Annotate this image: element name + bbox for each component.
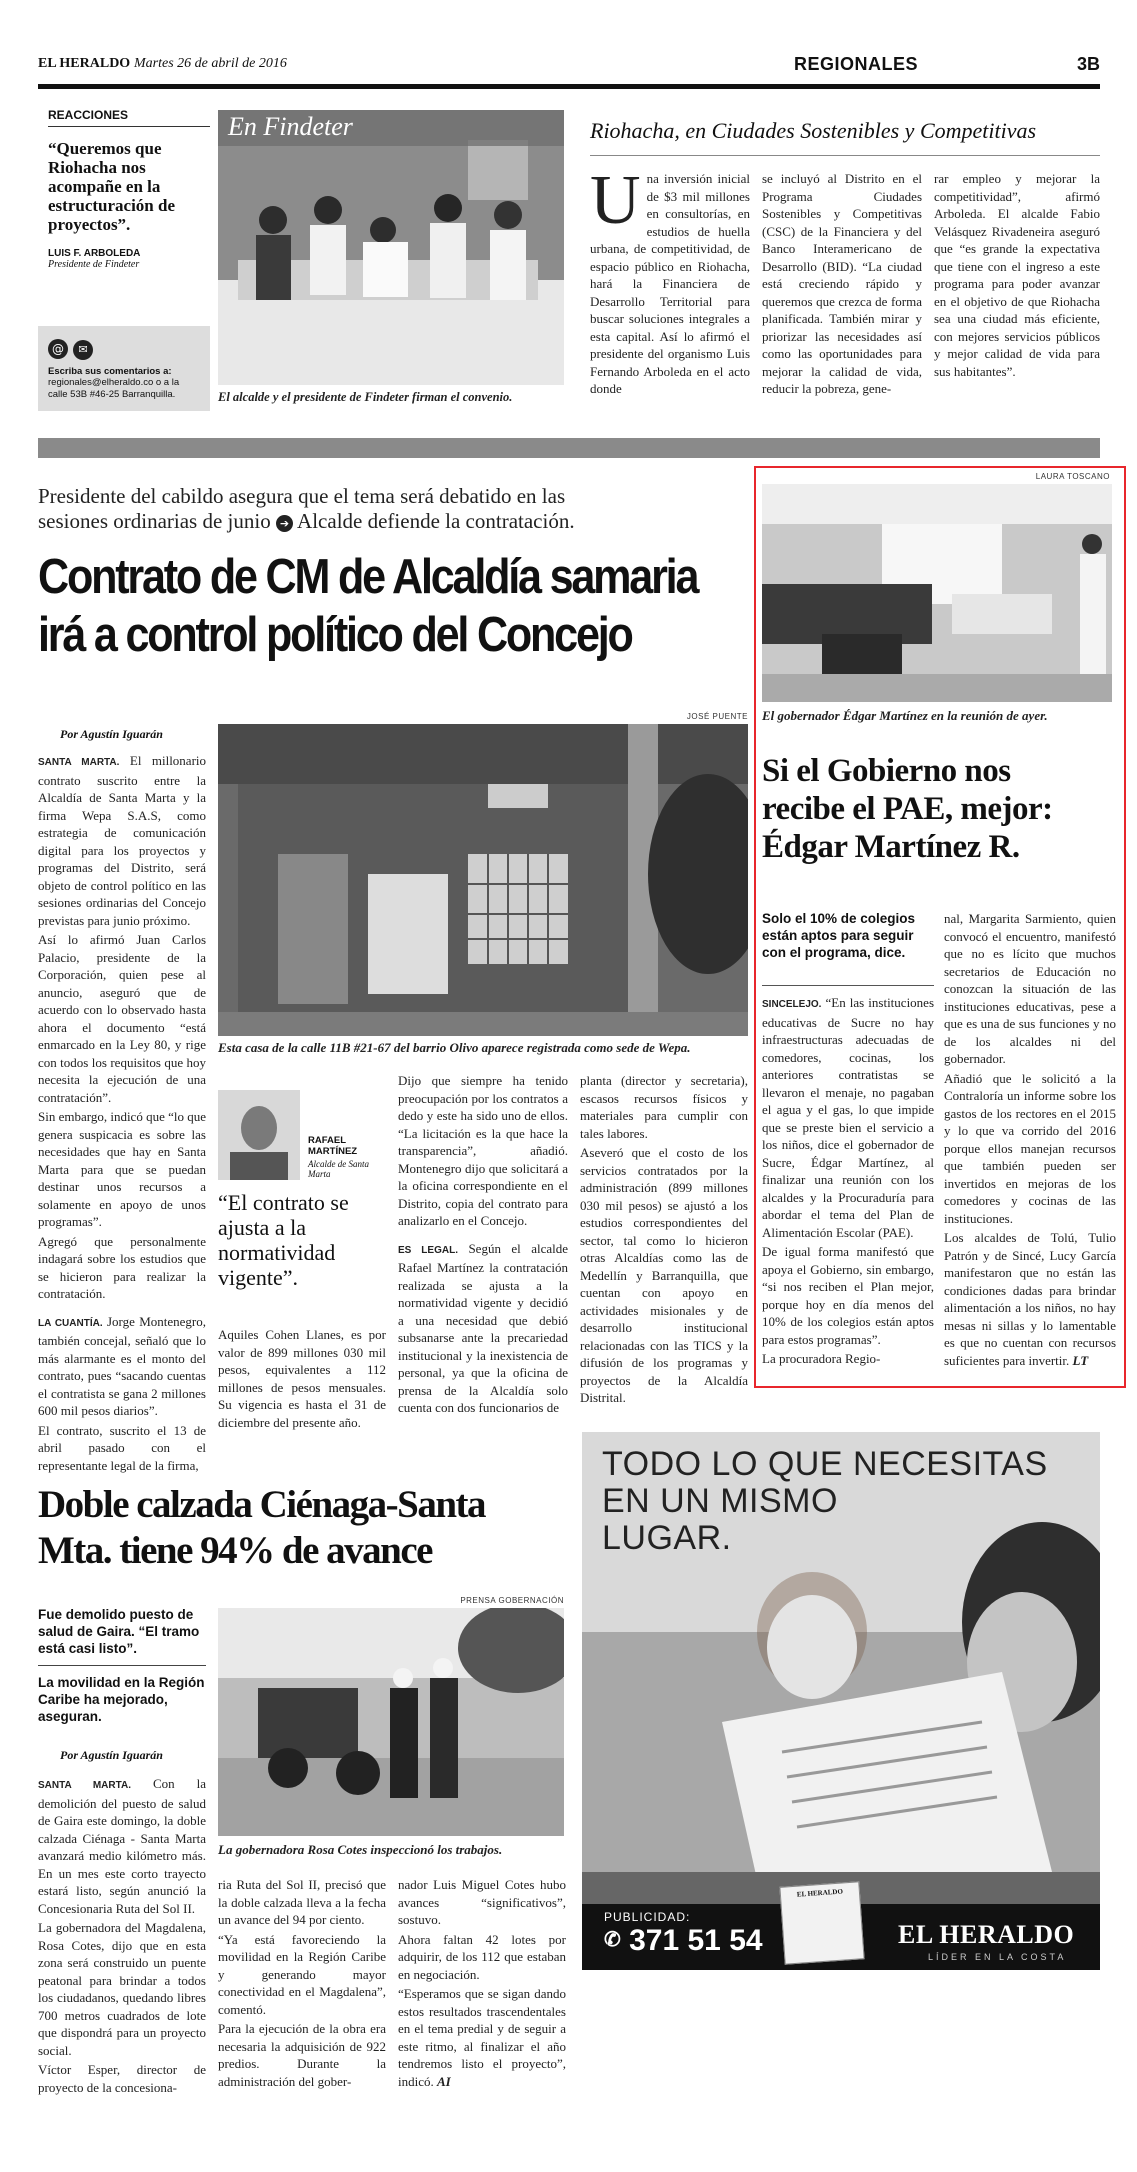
pae-deck: Solo el 10% de colegios están aptos para seguir con el programa, dice. — [762, 911, 916, 960]
ad-brand: EL HERALDO — [898, 1920, 1075, 1949]
doble-deck1: Fue demolido puesto de salud de Gaira. “El tramo está casi listo”. — [38, 1606, 206, 1666]
advertisement — [582, 1432, 1100, 1970]
pae-col2-p1: nal, Margarita Sarmiento, quien convocó el encuentro, manifestó que no es lícito que muchos secretarios de Educación no conozcan la situación de las instituciones educativas, pese a que es una de sus funciones y no de los alcaldes ni del gobernador. — [944, 911, 1116, 1066]
comment-text: regionales@elheraldo.co o a la calle 53B #46-25 Barranquilla. — [48, 377, 180, 400]
pae-dateline: SINCELEJO. — [762, 999, 822, 1010]
doble-col1-p3: Víctor Esper, director de proyecto de la concesiona- — [38, 2062, 206, 2095]
contrato-col4-p2: Aseveró que el costo de los servicios contratados por la administración (899 millones 030 mil pesos) se ajustó a los estudios correspondientes del sector, tal como lo hicieron otras Alcaldías como las de Medellín y Barranquilla, que cuentan con apoyo en actividades misionales y de desarrollo institucional relacionadas con las TICS y la difusión de los programas y proyectos de la Alcaldía Distrital. — [580, 1145, 748, 1405]
doble-col2 — [218, 1876, 386, 2092]
doble-col3-p2: Ahora faltan 42 lotes por adquirir, de los 112 que estaban en negociación. — [398, 1931, 566, 1982]
comment-box — [38, 326, 210, 411]
findeter-col2: se incluyó al Distrito en el Programa Ciudades Sostenibles y Competitivas (CSC) de la Financiera y del Banco Interamericano de Desarrollo (BID). “La ciudad está creciendo rápido y queremos que crezca de forma planificada. También mirar y priorizar las necesidades así como las oportunidades para mejorar la calidad de vida, reducir la pobreza, gene- — [762, 171, 922, 396]
doble-dateline: SANTA MARTA. — [38, 1780, 131, 1791]
meeting-caption: El gobernador Édgar Martínez en la reunión de ayer. — [762, 708, 1048, 723]
doble-col1-p2: La gobernadora del Magdalena, Rosa Cotes, dijo que en esta zona será construido un puente peatonal para brindar a todos los ciudadanos, quedando libres 700 metros cuadrados de lote que dispondrá para un proyecto social. — [38, 1920, 206, 2058]
doble-col3-p1: nador Luis Miguel Cotes hubo avances “significativos”, sostuvo. — [398, 1877, 566, 1927]
contrato-col1-p6: El contrato, suscrito el 13 de abril pasado con el representante legal de la firma, — [38, 1422, 206, 1473]
doble-byline: Por Agustín Iguarán — [60, 1748, 163, 1762]
wepa-house-graphic — [218, 724, 748, 1036]
issue-date: Martes 26 de abril de 2016 — [134, 56, 287, 71]
doble-signoff: AI — [437, 2073, 451, 2089]
ad-tagline: LÍDER EN LA COSTA — [928, 1952, 1067, 1962]
quote-author: LUIS F. ARBOLEDA — [48, 248, 141, 259]
photo-overlay-title: En Findeter — [218, 110, 564, 146]
contrato-col1-p5: Jorge Montenegro, también concejal, señaló que lo más alarmante es el monto del contrato, pues “sacando cuentas el contratista se gana 2 millones 600 mil pesos diarios”. — [38, 1313, 207, 1418]
contrato-col2: Aquiles Cohen Llanes, es por valor de 899 millones 030 mil pesos, equivalentes a 112 millones de pesos mensuales. Su vigencia es hasta el 31 de diciembre del presente año. — [218, 1327, 386, 1430]
envelope-icon: ✉ — [73, 340, 93, 360]
person-name: RAFAEL MARTÍNEZ — [308, 1135, 358, 1157]
contrato-col1 — [38, 752, 206, 1476]
findeter-col3: rar empleo y mejorar la competitividad”, afirmó Arboleda. El alcalde Fabio Velásquez Rivadeneira aseguró que “es grande la expectativa que tiene con el ingreso a este programa para poder avanzar en el objetivo de que Riohacha sea una ciudad más eficiente, con mejores servicios públicos y mejor calidad de vida para sus habitantes”. — [934, 171, 1100, 379]
reacciones-quote: “Queremos que Riohacha nos acompañe en la estructuración de proyectos”. — [48, 139, 176, 234]
findeter-title: Riohacha, en Ciudades Sostenibles y Competitivas — [590, 118, 1037, 143]
findeter-caption: El alcalde y el presidente de Findeter firman el convenio. — [218, 390, 513, 404]
portrait-graphic — [218, 1090, 300, 1180]
contrato-kicker — [38, 484, 748, 534]
paper-name: EL HERALDO — [38, 56, 131, 71]
pae-headline-line2: recibe el PAE, mejor: — [762, 791, 1053, 827]
findeter-col1-text: na inversión inicial de $3 mil millones en consultorías, en estudios de huella urbana, de competitividad, de espacio público en Riohacha, hará la Financiera de Desarrollo Territorial para buscar soluciones integrales a esta capital. Así lo afirmó el presidente del organismo Luis Fernando Arboleda en el acto donde — [590, 171, 750, 396]
contrato-col3-p1: Dijo que siempre ha tenido preocupación por los contratos a dedo y este ha sido uno de ellos. “La licitación es la que hace la transparencia”, añadió. Montenegro dijo que solicitará a la oficina correspondiente en el Distrito, copia del contrato para analizarlo en el Concejo. — [398, 1073, 568, 1228]
kicker-line2: sesiones ordinarias de junio — [38, 509, 271, 533]
section-separator — [38, 438, 1100, 458]
person-role: Alcalde de Santa Marta — [308, 1159, 369, 1179]
page-header — [38, 52, 1100, 82]
doble-photo-credit: PRENSA GOBERNACIÓN — [460, 1596, 564, 1605]
contrato-col1-p2: Así lo afirmó Juan Carlos Palacio, presidente de la Corporación, quien pese al anuncio, aseguró que de acuerdo con lo observado hasta ahora el documento “está enmarcado en la Ley 80, y rige con todos los requisitos que hoy necesita la ejecución de una contratación”. — [38, 932, 206, 1105]
doble-col2-p2: “Ya está favoreciendo la movilidad en la Región Caribe y generando mayor conectividad en el Magdalena”, comentó. — [218, 1931, 386, 2017]
pae-signoff: LT — [1072, 1352, 1089, 1368]
doble-col1 — [38, 1775, 206, 2098]
pae-col2-p2: Añadió que le solicitó a la Contraloría un informe sobre los gastos de los rectores en el 2015 y lo que va corrido del 2016 porque ellos manejan recursos que también pueden ser invertidos en mejoras de los comedores y cocinas de las instituciones. — [944, 1070, 1116, 1226]
newspaper-thumbnail-mast: EL HERALDO — [796, 1887, 844, 1899]
drop-cap: U — [590, 162, 641, 239]
ad-slogan — [602, 1446, 1048, 1557]
contrato-col4-p1: planta (director y secretaria), escasos recursos físicos y materiales para cumplir con tales labores. — [580, 1073, 748, 1141]
pae-headline — [762, 752, 1122, 866]
contrato-byline: Por Agustín Iguarán — [60, 727, 163, 741]
contrato-photo-credit: JOSÉ PUENTE — [686, 712, 748, 721]
findeter-col1 — [590, 162, 750, 398]
header-rule — [38, 84, 1100, 89]
ad-publicidad-label: PUBLICIDAD: — [604, 1910, 691, 1924]
kicker-line1: Presidente del cabildo asegura que el tema será debatido en las — [38, 484, 566, 508]
pae-headline-line3: Édgar Martínez R. — [762, 829, 1020, 865]
findeter-photo-graphic — [218, 110, 564, 385]
doble-col2-p3: Para la ejecución de la obra era necesaria la adquisición de 922 predios. Durante la administración del gober- — [218, 2021, 386, 2089]
construction-photo — [218, 1608, 564, 1836]
doble-col3-p3: “Esperamos que se sigan dando estos resultados trascendentales en el tema predial y de seguir a este ritmo, al finalizar el año tendremos listo el proyecto”, indicó. — [398, 1986, 566, 2089]
newspaper-thumbnail — [779, 1881, 864, 1964]
pae-col1 — [762, 994, 934, 1370]
contrato-col3 — [398, 1072, 568, 1419]
headline-line2: irá a control político del Concejo — [38, 608, 632, 662]
ad-phone: 371 51 54 — [629, 1924, 763, 1957]
doble-headline — [38, 1482, 618, 1574]
doble-col3 — [398, 1876, 566, 2092]
contrato-col1-p3: Sin embargo, indicó que “lo que genera suspicacia es sobre las necesidades que hay en Santa Marta para que se puedan destinar unos recursos a solamente en apoyo de unos programas”. — [38, 1109, 207, 1229]
headline-line1: Contrato de CM de Alcaldía samaria — [38, 550, 698, 604]
doble-headline-line2: Mta. tiene 94% de avance — [38, 1529, 432, 1572]
meeting-graphic — [762, 484, 1112, 702]
doble-col2-p1: ria Ruta del Sol II, precisó que la doble calzada lleva a la fecha un avance del 94 por ciento. — [218, 1877, 386, 1927]
doble-deck — [38, 1606, 206, 1725]
reacciones-label: REACCIONES — [48, 108, 210, 127]
doble-deck2: La movilidad en la Región Caribe ha mejorado, aseguran. — [38, 1675, 205, 1724]
pae-col2 — [944, 910, 1116, 1371]
ad-line1: TODO LO QUE NECESITAS — [602, 1445, 1048, 1483]
findeter-title-rule — [590, 155, 1100, 156]
ad-line2: EN UN MISMO — [602, 1482, 838, 1520]
pae-headline-line1: Si el Gobierno nos — [762, 753, 1011, 789]
page-number: 3B — [1076, 54, 1100, 74]
wepa-caption: Esta casa de la calle 11B #21-67 del barrio Olivo aparece registrada como sede de Wepa. — [218, 1040, 691, 1055]
contrato-col4 — [580, 1072, 748, 1409]
pae-deck-rule — [762, 985, 934, 986]
doble-col1-p1: Con la demolición del puesto de salud de Gaira este domingo, la doble calzada Ciénaga - Santa Marta avanzará medio kilómetro más. En un mes este corto trayecto estará listo, según anunció la Concesionaria Ruta del Sol II. — [38, 1776, 207, 1916]
contrato-col1-p1: El millonario contrato suscrito entre la Alcaldía de Santa Marta y la firma Wepa S.A.S, como estrategia de comunicación digital para los proyectos y programas del Distrito, será objeto de control político en las sesiones ordinarias del Concejo previstas para junio próximo. — [38, 753, 207, 928]
contrato-col3-p2: Según el alcalde Rafael Martínez la contratación realizada se ajusta a la normatividad vigente y decidió a una necesidad que debió subsanarse ante la precariedad institucional y la inexistencia de personal, ya que la oficina de prensa de la Alcaldía solo cuenta con dos funcionarios de — [398, 1240, 569, 1415]
pae-col1-p2: De igual forma manifestó que apoya el Gobierno, sin embargo, “si nos reciben el Plan mejor, porque hoy en día menos del 10% de los colegios están aptos para estos programas”. — [762, 1244, 934, 1347]
subhead-es-legal: ES LEGAL. — [398, 1244, 458, 1256]
contrato-col1-p4: Agregó que personalmente indagará sobre los estudios que se hicieron para realizar la contratación. — [38, 1233, 206, 1301]
findeter-photo — [218, 110, 564, 385]
pae-col1-p3: La procuradora Regio- — [762, 1351, 881, 1366]
dateline: SANTA MARTA. — [38, 757, 120, 768]
subhead-cuantia: LA CUANTÍA. — [38, 1317, 103, 1329]
quote-author-role: Presidente de Findeter — [48, 259, 140, 270]
pull-quote: “El contrato se ajusta a la normatividad vigente”. — [218, 1190, 349, 1290]
meeting-photo — [762, 484, 1112, 702]
wepa-house-photo — [218, 724, 748, 1036]
ad-phone-row — [604, 1924, 763, 1958]
contrato-headline — [38, 548, 698, 664]
pae-col1-p1: “En las instituciones educativas de Sucre no hay infraestructuras adecuadas de comedores, cocinas, los anteriores contratistas se llevaron el menaje, no pagaban el agua y el gas, lo que impide que se preste bien el servicio a los niños, dice el gobernador de Sucre, Édgar Martínez, al finalizar una reunión con los alcaldes y la Procuraduría para abordar el tema del Plan de Alimentación Escolar (PAE). — [762, 995, 935, 1240]
arrow-icon: ➔ — [276, 515, 293, 532]
construction-caption: La gobernadora Rosa Cotes inspeccionó los trabajos. — [218, 1842, 503, 1857]
rafael-martinez-photo — [218, 1090, 300, 1180]
section-name: REGIONALES — [794, 54, 919, 74]
doble-headline-line1: Doble calzada Ciénaga-Santa — [38, 1483, 485, 1526]
reacciones-box — [38, 108, 210, 408]
ad-line3: LUGAR. — [602, 1519, 732, 1557]
at-icon: @ — [48, 339, 68, 359]
construction-graphic — [218, 1608, 564, 1836]
pae-col2-p3: Los alcaldes de Tolú, Tulio Patrón y de Sincé, Lucy García manifestaron que no están las condiciones dadas para brindar alimentación a los niños, no hay mesas ni sillas y lo lamentable es que no cuentan con recursos suficientes para invertir. — [944, 1230, 1116, 1368]
kicker-line3: Alcalde defiende la contratación. — [297, 509, 575, 533]
pae-photo-credit: LAURA TOSCANO — [1035, 472, 1110, 481]
comment-title: Escriba sus comentarios a: — [48, 366, 172, 377]
phone-icon: ✆ — [604, 1929, 621, 1951]
